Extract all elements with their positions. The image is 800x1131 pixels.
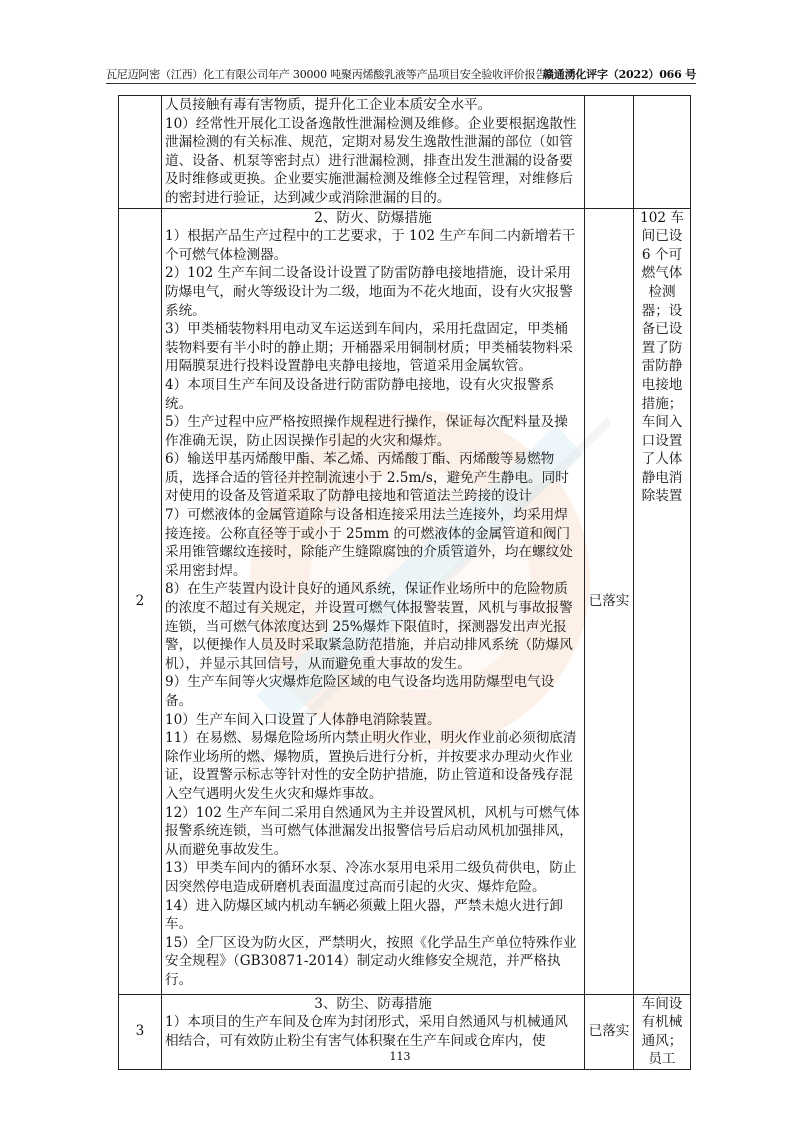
- measure-text: 11）在易燃、易爆危险场所内禁止明火作业，明火作业前必须彻底清除作业场所的燃、爆物质，置换后进行分析，并按要求办理动火作业证，设置警示标志等针对性的安全防护措施，防止管道和设备残存混入空气遇明火发生火灾和爆炸事故。: [165, 730, 577, 802]
- status-cell: 已落实: [585, 208, 634, 994]
- table-row: [119, 96, 691, 209]
- remark-cell: 102 车间已设 6 个可燃气体检测器；设备已设置了防雷防静电接地措施；车间入口设置了人体静电消除装置: [634, 208, 691, 994]
- measure-text: 10）经常性开展化工设备逸散性泄漏检测及维修。企业要根据逸散性泄漏检测的有关标准、规范，定期对易发生逸散性泄漏的部位（如管道、设备、机泵等密封点）进行泄漏检测，排查出发生泄漏的设备要及时维修或更换。企业要实施泄漏检测及维修全过程管理，对维修后的密封进行验证，达到减少或消除泄漏的目的。: [165, 115, 577, 206]
- measure-text: 人员接触有毒有害物质，提升化工企业本质安全水平。: [165, 97, 492, 113]
- measure-text: 15）全厂区设为防火区，严禁明火，按照《化学品生产单位特殊作业安全规程》（GB30871-2014）制定动火维修安全规范，并严格执行。: [165, 934, 577, 988]
- measure-text: 5）生产过程中应严格按照操作规程进行操作，保证每次配料量及操作准确无误，防止因误操作引起的火灾和爆炸。: [165, 414, 568, 449]
- measure-text: 6）输送甲基丙烯酸甲酯、苯乙烯、丙烯酸丁酯、丙烯酸等易燃物质，选择合适的管径并控制流速小于 2.5m/s，避免产生静电。同时对使用的设备及管道采取了防静电接地和管道法兰跨接的设计: [165, 451, 569, 505]
- report-title: 瓦尼迈阿密（江西）化工有限公司年产 30000 吨聚丙烯酸乳液等产品项目安全验收评价报告: [106, 68, 547, 81]
- status-cell: 已落实: [585, 994, 634, 1069]
- measure-text: 4）本项目生产车间及设备进行防雷防静电接地，设有火灾报警系统。: [165, 376, 555, 412]
- measure-content: [162, 96, 585, 209]
- row-number: 2: [119, 208, 162, 994]
- section-title: 3、防尘、防毒措施: [314, 995, 432, 1012]
- row-number: 3: [119, 994, 162, 1069]
- measure-text: 2）102 生产车间二设备设计设置了防雷防静电接地措施，设计采用防爆电气，耐火等级设计为二级，地面为不花火地面，设有火灾报警系统。: [165, 265, 573, 319]
- measure-text: 1）本项目的生产车间及仓库为封闭形式，采用自然通风与机械通风相结合，可有效防止粉尘有害气体积聚在生产车间或仓库内，使: [165, 1014, 568, 1049]
- safety-measures-table: [118, 95, 691, 1070]
- measure-text: 13）甲类车间内的循环水泵、冷冻水泵用电采用二级负荷供电，防止因突然停电造成研磨机表面温度过高而引起的火灾、爆炸危险。: [165, 860, 577, 895]
- measure-text: 8）在生产装置内设计良好的通风系统，保证作业场所中的危险物质的浓度不超过有关规定，并设置可燃气体报警装置，风机与事故报警连锁，当可燃气体浓度达到 25%爆炸下限值时，探测器发出声光报警，以便操作人员及时采取紧急防范措施，并启动排风系统（防爆风机），并显示其回信号，从而避免重大事故的发生。: [165, 581, 573, 672]
- section-title: 2、防火、防爆措施: [314, 209, 432, 226]
- page-number: 113: [389, 1050, 411, 1063]
- measure-text: 12）102 生产车间二采用自然通风为主并设置风机，风机与可燃气体报警系统连锁，当可燃气体泄漏发出报警信号后启动风机加强排风，从而避免事故发生。: [165, 804, 580, 858]
- table-row: [119, 208, 691, 994]
- measure-text: 7）可燃液体的金属管道除与设备相连接采用法兰连接外，均采用焊接连接。公称直径等于或小于 25mm 的可燃液体的金属管道和阀门采用锥管螺纹连接时，除能产生缝隙腐蚀的介质管道外，均在螺纹处采用密封焊。: [165, 507, 573, 579]
- remark-cell: 车间设有机械通风；员工: [634, 994, 691, 1069]
- measure-text: 3）甲类桶装物料用电动叉车运送到车间内，采用托盘固定，甲类桶装物料要有半小时的静止期；开桶器采用铜制材质；甲类桶装物料采用隔膜泵进行投料设置静电夹静电接地，管道采用金属软管。: [165, 321, 573, 375]
- measure-text: 14）进入防爆区域内机动车辆必须戴上阻火器，严禁未熄火进行卸车。: [165, 897, 563, 933]
- measure-text: 10）生产车间入口设置了人体静电消除装置。: [165, 711, 441, 728]
- page-header: [106, 67, 696, 84]
- measure-text: 1）根据产品生产过程中的工艺要求，于 102 生产车间二内新增若干个可燃气体检测器。: [165, 228, 576, 263]
- report-code: 赣通湧化评字（2022）066 号: [542, 68, 696, 81]
- measure-content: [162, 208, 585, 994]
- measure-text: 9）生产车间等火灾爆炸危险区域的电气设备均选用防爆型电气设备。: [165, 674, 555, 709]
